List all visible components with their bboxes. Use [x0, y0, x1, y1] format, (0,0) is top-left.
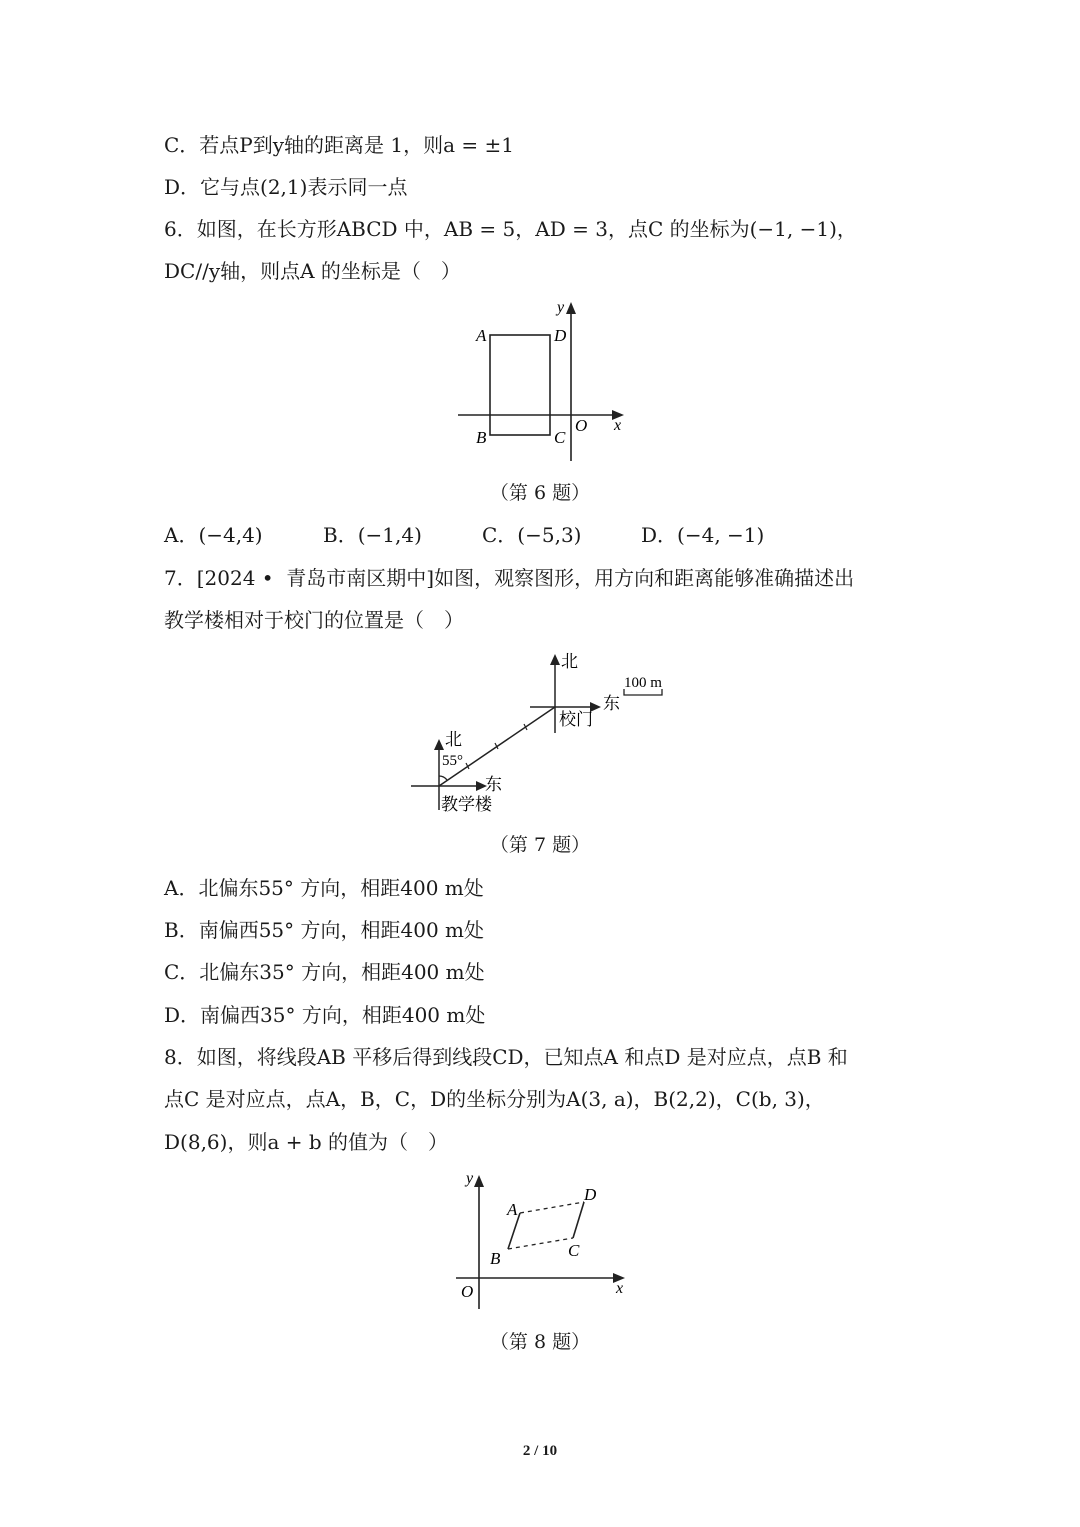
- q6-stem-line1: 6．如图，在长方形ABCD 中，AB = 5，AD = 3，点C 的坐标为(−1, −1)，: [164, 217, 857, 241]
- q8-stem-line1: 8．如图，将线段AB 平移后得到线段CD，已知点A 和点D 是对应点，点B 和: [164, 1045, 848, 1069]
- q8-label-c: C: [568, 1241, 580, 1260]
- q5-option-d: D．它与点(2,1)表示同一点: [164, 175, 408, 199]
- q8-label-o: O: [461, 1282, 474, 1301]
- q6-figure: [450, 295, 640, 467]
- q6-label-x: x: [614, 417, 622, 434]
- q6-option-b: B．(−1,4): [323, 523, 422, 547]
- q8-y-arrow-icon: [474, 1175, 484, 1187]
- q6-option-a: A．(−4,4): [164, 523, 263, 547]
- q8-segment-dc: [573, 1202, 584, 1238]
- q7-east-top-label: 东: [603, 694, 620, 713]
- q6-option-d: D．(−4, −1): [641, 523, 765, 547]
- q6-label-o: O: [575, 416, 588, 435]
- q6-label-c: C: [554, 428, 566, 447]
- q7-option-d: D．南偏西35° 方向，相距400 m处: [164, 1003, 486, 1027]
- q6-stem-line2: DC//y轴，则点A 的坐标是（ ）: [164, 259, 461, 283]
- q8-dashed-bc: [508, 1238, 573, 1249]
- q7-building-north-arrow-icon: [434, 739, 444, 750]
- q8-label-x: x: [616, 1280, 624, 1297]
- q8-stem-line2: 点C 是对应点，点A，B，C，D的坐标分别为A(3, a)，B(2,2)，C(b, 3)，: [164, 1087, 825, 1111]
- q7-north-bottom-label: 北: [445, 730, 462, 749]
- q8-label-y: y: [466, 1170, 474, 1187]
- q6-label-a: A: [476, 326, 487, 345]
- q7-stem-line1: 7．[2024 • 青岛市南区期中]如图，观察图形，用方向和距离能够准确描述出: [164, 566, 855, 590]
- q6-y-arrow-icon: [566, 302, 576, 314]
- q6-caption: （第 6 题）: [489, 482, 591, 504]
- q8-dashed-ad: [520, 1202, 584, 1213]
- q7-angle-label: 55°: [442, 753, 463, 769]
- q7-east-bottom-label: 东: [485, 775, 502, 794]
- q7-stem-line2: 教学楼相对于校门的位置是（ ）: [164, 608, 464, 632]
- q8-caption: （第 8 题）: [489, 1331, 591, 1353]
- q7-figure: [405, 645, 680, 820]
- page-number: 2 / 10: [522, 1443, 558, 1459]
- q7-north-top-label: 北: [561, 652, 578, 671]
- q7-scale-label: 100 m: [624, 675, 662, 691]
- q7-option-a: A．北偏东55° 方向，相距400 m处: [164, 876, 484, 900]
- q7-option-b: B．南偏西55° 方向，相距400 m处: [164, 918, 484, 942]
- q6-option-c: C．(−5,3): [482, 523, 582, 547]
- q6-label-b: B: [476, 428, 487, 447]
- q8-label-b: B: [490, 1249, 501, 1268]
- q7-building-label: 教学楼: [441, 795, 492, 814]
- q7-option-c: C．北偏东35° 方向，相距400 m处: [164, 960, 485, 984]
- q8-stem-line3: D(8,6)，则a + b 的值为（ ）: [164, 1130, 449, 1154]
- q7-angle-arc: [439, 776, 447, 780]
- q6-rectangle: [490, 335, 550, 435]
- q7-gate-north-arrow-icon: [550, 654, 560, 665]
- q7-gate-label: 校门: [559, 710, 593, 729]
- q5-option-c: C．若点P到y轴的距离是 1，则a = ±1: [164, 133, 515, 157]
- q8-label-d: D: [584, 1185, 597, 1204]
- q8-label-a: A: [507, 1200, 518, 1219]
- q6-label-d: D: [554, 326, 567, 345]
- q6-label-y: y: [557, 299, 565, 316]
- q8-figure: [450, 1163, 635, 1313]
- q7-caption: （第 7 题）: [489, 834, 591, 856]
